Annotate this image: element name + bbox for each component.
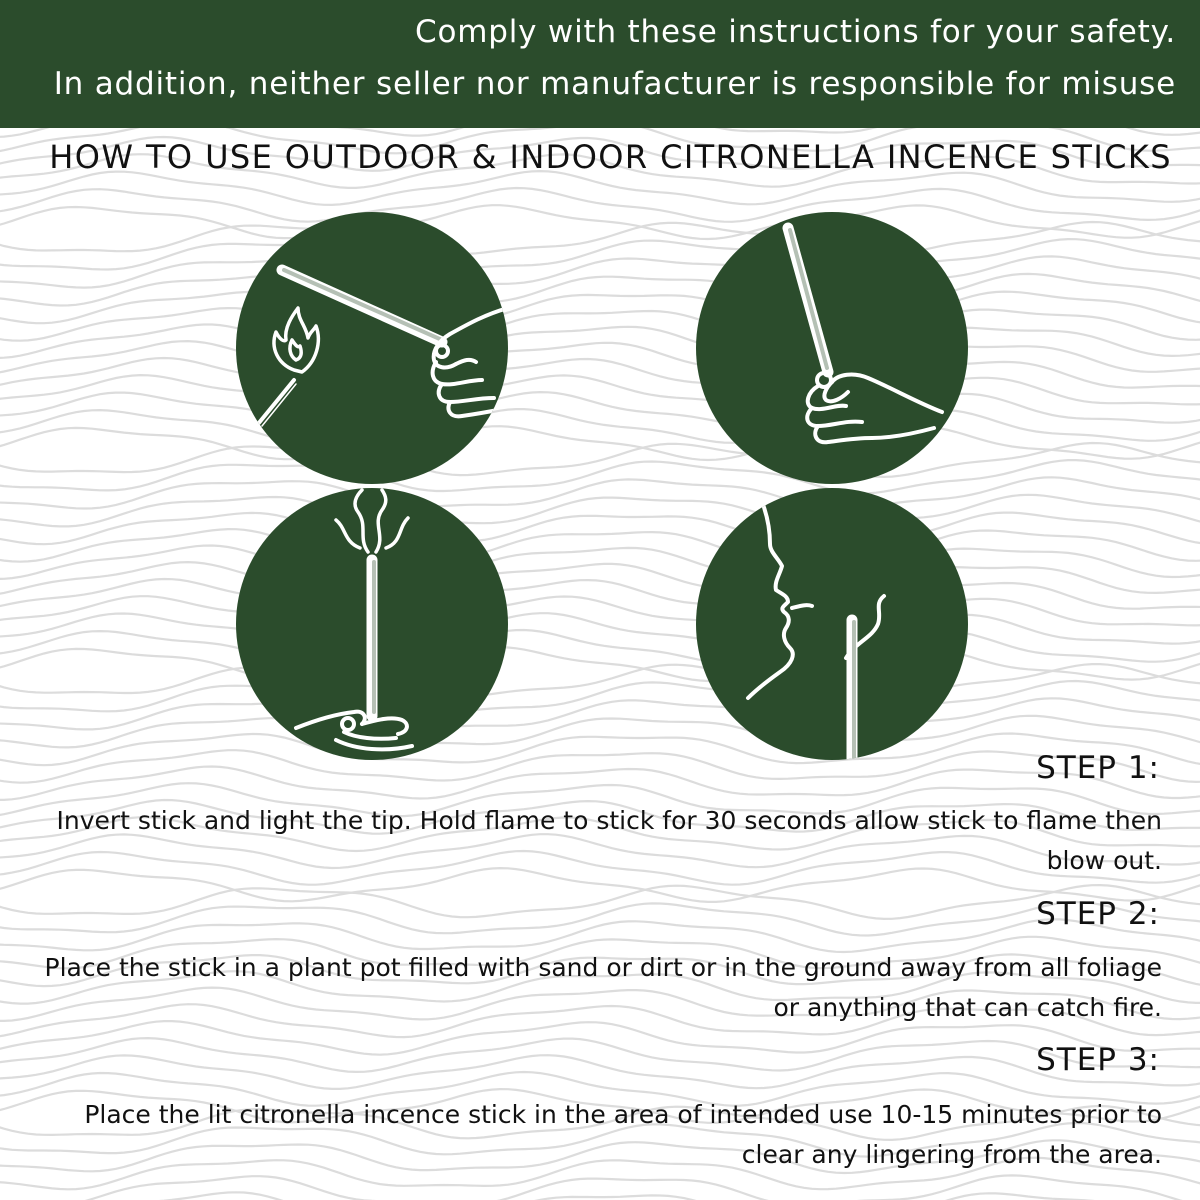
wave-line — [0, 716, 1200, 748]
step-1-instructions: Invert stick and light the tip. Hold flame to stick for 30 seconds allow stick to flame then blow out. — [56, 806, 1162, 875]
wave-line — [0, 171, 1200, 205]
wave-line — [0, 647, 1200, 681]
wave-line — [0, 409, 1200, 443]
step-3-heading: STEP 3: — [1036, 1042, 1160, 1078]
wave-line — [0, 426, 1200, 460]
wave-line — [0, 513, 1200, 545]
wave-line — [0, 1192, 1200, 1200]
page-title: HOW TO USE OUTDOOR & INDOOR CITRONELLA INCENCE STICKS — [49, 138, 1172, 176]
wave-line — [0, 205, 1200, 239]
wave-line — [0, 308, 1200, 341]
wave-line — [0, 341, 1200, 375]
step-1-heading: STEP 1: — [1036, 750, 1160, 786]
wave-line — [0, 256, 1200, 288]
wave-line — [0, 630, 1200, 664]
smoking-stick-icon — [236, 488, 508, 760]
wave-line — [0, 681, 1200, 715]
safety-header-banner — [0, 0, 1200, 128]
wave-line — [0, 188, 1200, 222]
step-2-heading: STEP 2: — [1036, 896, 1160, 932]
wave-line — [0, 292, 1200, 324]
wave-line — [0, 1055, 1200, 1089]
wave-line — [0, 274, 1200, 306]
wave-line — [0, 495, 1200, 527]
wave-line — [0, 460, 1200, 493]
wave-line — [0, 734, 1200, 766]
match-lighting-stick-icon — [236, 212, 508, 484]
face-blowing-stick-icon — [696, 488, 968, 760]
step-2-instructions: Place the stick in a plant pot filled with sand or dirt or in the ground away from all foliage or anything that can catch fire. — [44, 953, 1162, 1022]
wave-line — [0, 750, 1200, 783]
wave-line — [0, 477, 1200, 510]
wave-line — [0, 579, 1200, 613]
safety-notice-line-1: Comply with these instructions for your safety. — [415, 14, 1176, 50]
wave-line — [0, 392, 1200, 426]
step-3-instructions: Place the lit citronella incence stick in the area of intended use 10-15 minutes prior to clear any lingering from the area. — [84, 1100, 1162, 1169]
wave-line — [0, 358, 1200, 392]
hand-holding-stick-icon — [696, 212, 968, 484]
wave-line — [0, 698, 1200, 731]
wave-line — [0, 529, 1200, 562]
wave-line — [0, 239, 1200, 272]
safety-notice-line-2: In addition, neither seller nor manufacturer is responsible for misuse — [53, 66, 1176, 102]
wave-line — [0, 613, 1200, 647]
